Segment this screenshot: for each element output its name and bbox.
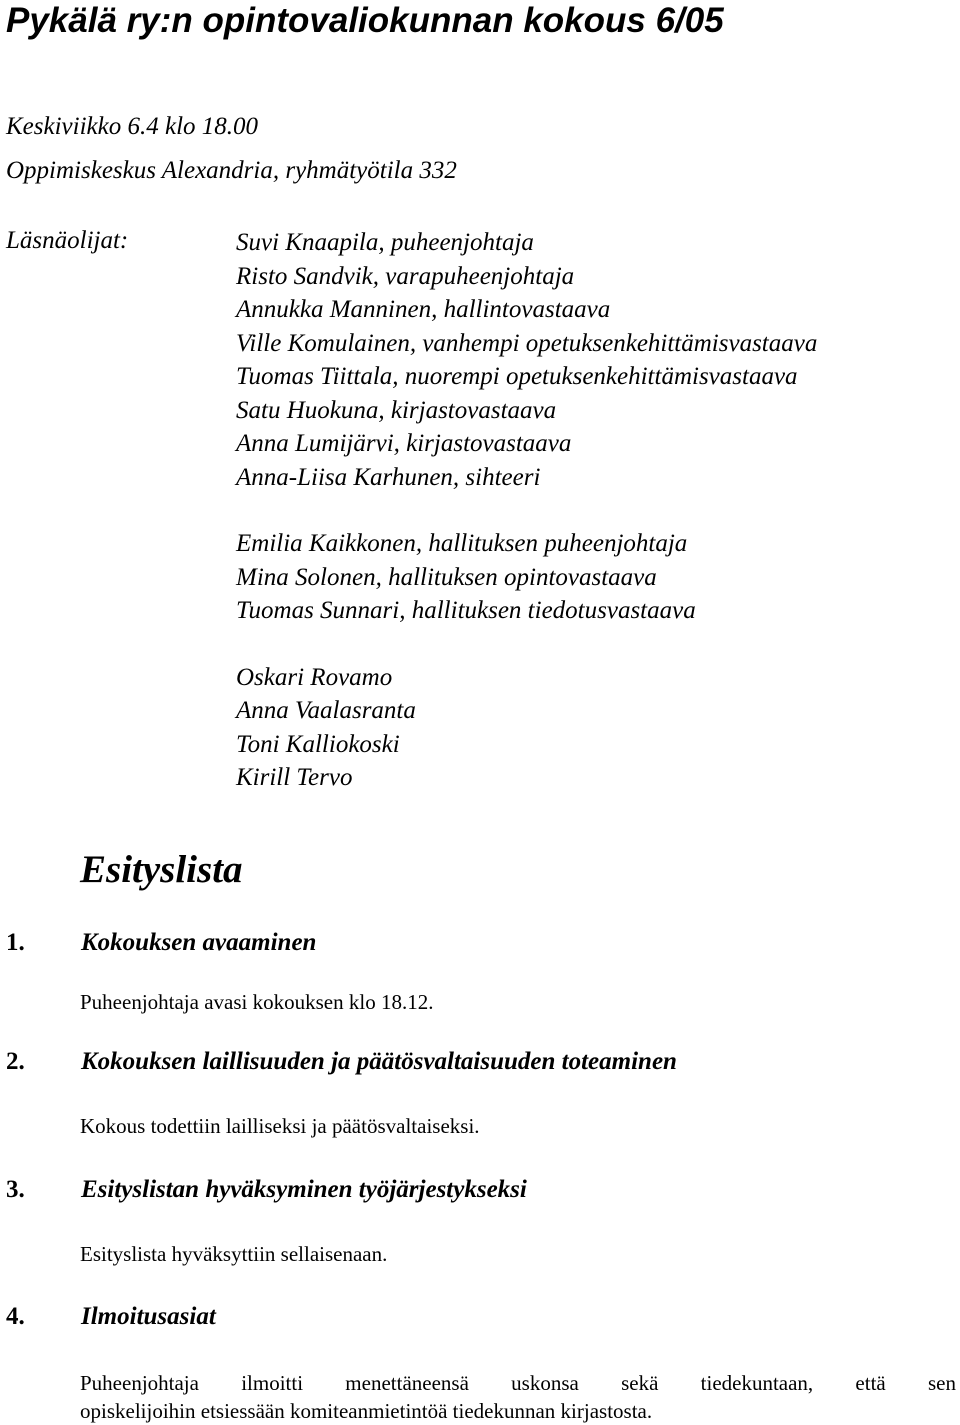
attendee: Anna-Liisa Karhunen, sihteeri	[236, 463, 541, 491]
attendee: Kirill Tervo	[236, 764, 353, 791]
agenda-item-body: Kokous todettiin lailliseksi ja päätösvaltaiseksi.	[80, 1114, 480, 1138]
agenda-item-heading	[6, 928, 316, 958]
document-title: Pykälä ry:n opintovaliokunnan kokous 6/05	[6, 1, 724, 40]
agenda-item-body-line: opiskelijoihin etsiessään komiteanmietintöä tiedekunnan kirjastosta.	[80, 1399, 653, 1423]
attendee: Emilia Kaikkonen, hallituksen puheenjohtaja	[236, 530, 688, 557]
attendee: Suvi Knaapila, puheenjohtaja	[236, 229, 534, 256]
agenda-item-heading	[6, 1175, 527, 1205]
agenda-item-number: 3.	[6, 1176, 25, 1203]
agenda-item-number: 1.	[6, 929, 25, 956]
agenda-item-number: 2.	[6, 1048, 25, 1075]
agenda-item-number: 4.	[6, 1303, 25, 1330]
agenda-item-body: Puheenjohtaja avasi kokouksen klo 18.12.	[80, 990, 434, 1014]
agenda-item-title: Esityslistan hyväksyminen työjärjestykseksi	[81, 1176, 527, 1203]
attendee: Oskari Rovamo	[236, 663, 393, 691]
attendee: Toni Kalliokoski	[236, 730, 400, 758]
attendee: Mina Solonen, hallituksen opintovastaava	[236, 563, 657, 591]
agenda-item-title: Kokouksen avaaminen	[81, 929, 317, 956]
attendee: Anna Vaalasranta	[236, 697, 416, 724]
attendee-group-others	[236, 661, 817, 795]
attendee: Satu Huokuna, kirjastovastaava	[236, 396, 557, 424]
attendee: Anna Lumijärvi, kirjastovastaava	[236, 430, 572, 457]
attendee-list	[236, 226, 817, 795]
agenda-item-title: Ilmoitusasiat	[81, 1303, 216, 1330]
attendee-group-board	[236, 527, 817, 628]
attendee-group-committee	[236, 226, 817, 494]
agenda-heading: Esityslista	[80, 848, 243, 891]
attendee: Ville Komulainen, vanhempi opetuksenkehittämisvastaava	[236, 329, 818, 357]
meeting-date: Keskiviikko 6.4 klo 18.00	[6, 113, 259, 140]
agenda-item-body: Esityslista hyväksyttiin sellaisenaan.	[80, 1242, 388, 1266]
agenda-item-title: Kokouksen laillisuuden ja päätösvaltaisuuden toteaminen	[81, 1048, 677, 1075]
meeting-place: Oppimiskeskus Alexandria, ryhmätyötila 332	[6, 157, 457, 184]
attendees-label: Läsnäolijat:	[6, 227, 129, 254]
attendee: Annukka Manninen, hallintovastaava	[236, 296, 611, 323]
agenda-item-body-line: Puheenjohtaja ilmoitti menettäneensä uskonsa sekä tiedekuntaan, että sen	[80, 1371, 956, 1395]
agenda-item-heading	[6, 1047, 677, 1077]
attendee: Tuomas Sunnari, hallituksen tiedotusvastaava	[236, 597, 696, 624]
attendee: Risto Sandvik, varapuheenjohtaja	[236, 262, 575, 290]
agenda-item-heading	[6, 1302, 216, 1332]
attendee: Tuomas Tiittala, nuorempi opetuksenkehittämisvastaava	[236, 363, 798, 390]
